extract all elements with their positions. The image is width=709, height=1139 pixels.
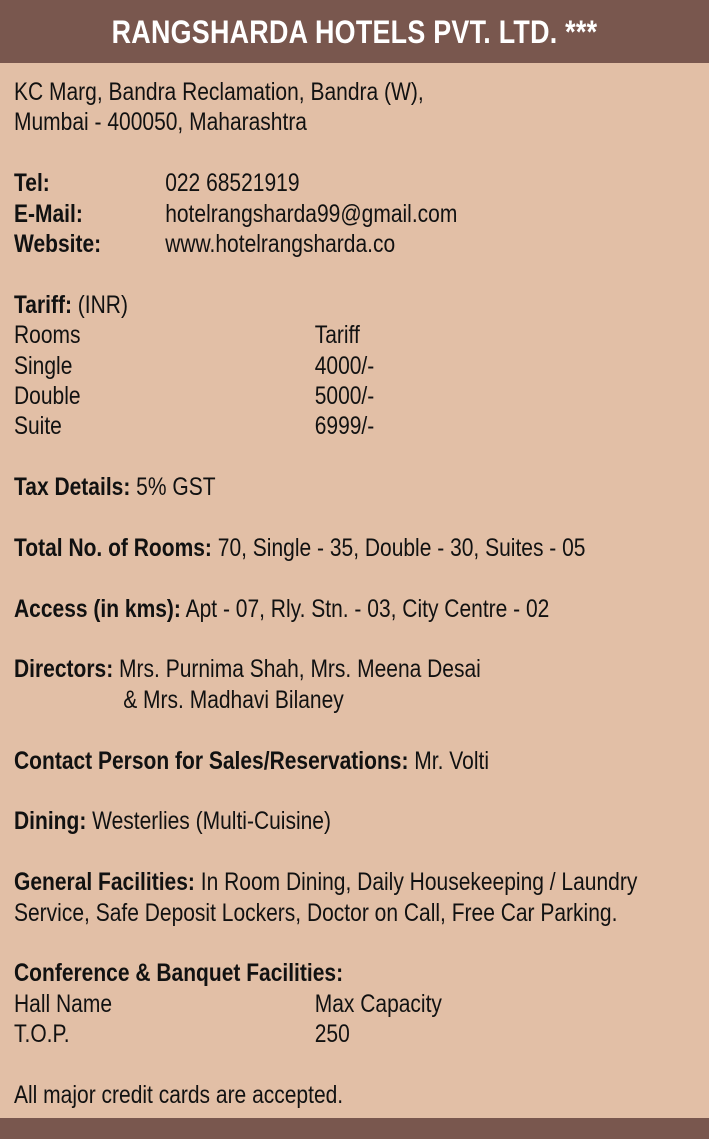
hall-name: T.O.P. — [14, 1020, 70, 1049]
tariff-row — [14, 381, 709, 411]
facilities-label: General Facilities: — [14, 868, 195, 897]
address-line: Mumbai - 400050, Maharashtra — [14, 108, 307, 137]
tariff-header: Tariff — [314, 321, 360, 350]
tax-label: Tax Details: — [14, 473, 131, 502]
tariff-row — [14, 411, 709, 441]
directors-row — [14, 654, 709, 684]
tariff-row — [14, 351, 709, 381]
email-label: E-Mail: — [14, 199, 83, 228]
room-price: 4000/- — [314, 351, 375, 380]
dining-value: Westerlies (Multi-Cuisine) — [92, 807, 331, 836]
hotel-name: RANGSHARDA HOTELS PVT. LTD. *** — [111, 14, 598, 50]
conference-label: Conference & Banquet Facilities: — [14, 959, 344, 988]
sales-label: Contact Person for Sales/Reservations: — [14, 746, 409, 775]
capacity-header: Max Capacity — [314, 989, 442, 1018]
dining-label: Dining: — [14, 807, 87, 836]
hall-capacity: 250 — [314, 1020, 350, 1049]
tel-label: Tel: — [14, 169, 50, 198]
directors-value: Mrs. Purnima Shah, Mrs. Meena Desai — [119, 655, 481, 684]
room-type: Single — [14, 351, 73, 380]
rooms-row — [14, 533, 709, 563]
tariff-heading — [14, 290, 709, 320]
room-price: 6999/- — [314, 412, 375, 441]
tariff-label: Tariff: — [14, 290, 72, 319]
rooms-header: Rooms — [14, 321, 81, 350]
website-row — [14, 229, 709, 259]
tax-row — [14, 472, 709, 502]
footer-bar — [0, 1118, 709, 1139]
access-row — [14, 594, 709, 624]
hotel-details — [14, 77, 709, 1110]
conference-heading — [14, 958, 709, 988]
rooms-label: Total No. of Rooms: — [14, 533, 212, 562]
conference-header-row — [14, 989, 709, 1019]
rooms-value: 70, Single - 35, Double - 30, Suites - 05 — [217, 533, 586, 562]
email-row — [14, 199, 709, 229]
conference-row — [14, 1019, 709, 1049]
dining-row — [14, 806, 709, 836]
website-value[interactable]: www.hotelrangsharda.co — [165, 229, 396, 258]
room-type: Suite — [14, 412, 62, 441]
header-bar — [0, 0, 709, 63]
directors-row-2 — [14, 685, 709, 715]
directors-value-2: & Mrs. Madhavi Bilaney — [123, 685, 344, 714]
email-value[interactable]: hotelrangsharda99@gmail.com — [165, 199, 458, 228]
room-type: Double — [14, 381, 81, 410]
tel-value: 022 68521919 — [165, 169, 300, 198]
directors-label: Directors: — [14, 655, 114, 684]
room-price: 5000/- — [314, 381, 375, 410]
access-label: Access (in kms): — [14, 594, 181, 623]
facilities-value: In Room Dining, Daily Housekeeping / Laundry — [200, 868, 638, 897]
access-value: Apt - 07, Rly. Stn. - 03, City Centre - 02 — [185, 594, 550, 623]
sales-value: Mr. Volti — [414, 746, 489, 775]
tariff-unit: (INR) — [77, 290, 128, 319]
tariff-header-row — [14, 320, 709, 350]
tel-row — [14, 168, 709, 198]
website-label: Website: — [14, 229, 102, 258]
facilities-row-2: Service, Safe Deposit Lockers, Doctor on Call, Free Car Parking. — [14, 898, 618, 927]
sales-contact-row — [14, 746, 709, 776]
credit-card-note: All major credit cards are accepted. — [14, 1080, 344, 1109]
hall-name-header: Hall Name — [14, 989, 113, 1018]
facilities-row — [14, 867, 709, 897]
address-line: KC Marg, Bandra Reclamation, Bandra (W), — [14, 78, 424, 106]
tax-value: 5% GST — [136, 473, 216, 502]
